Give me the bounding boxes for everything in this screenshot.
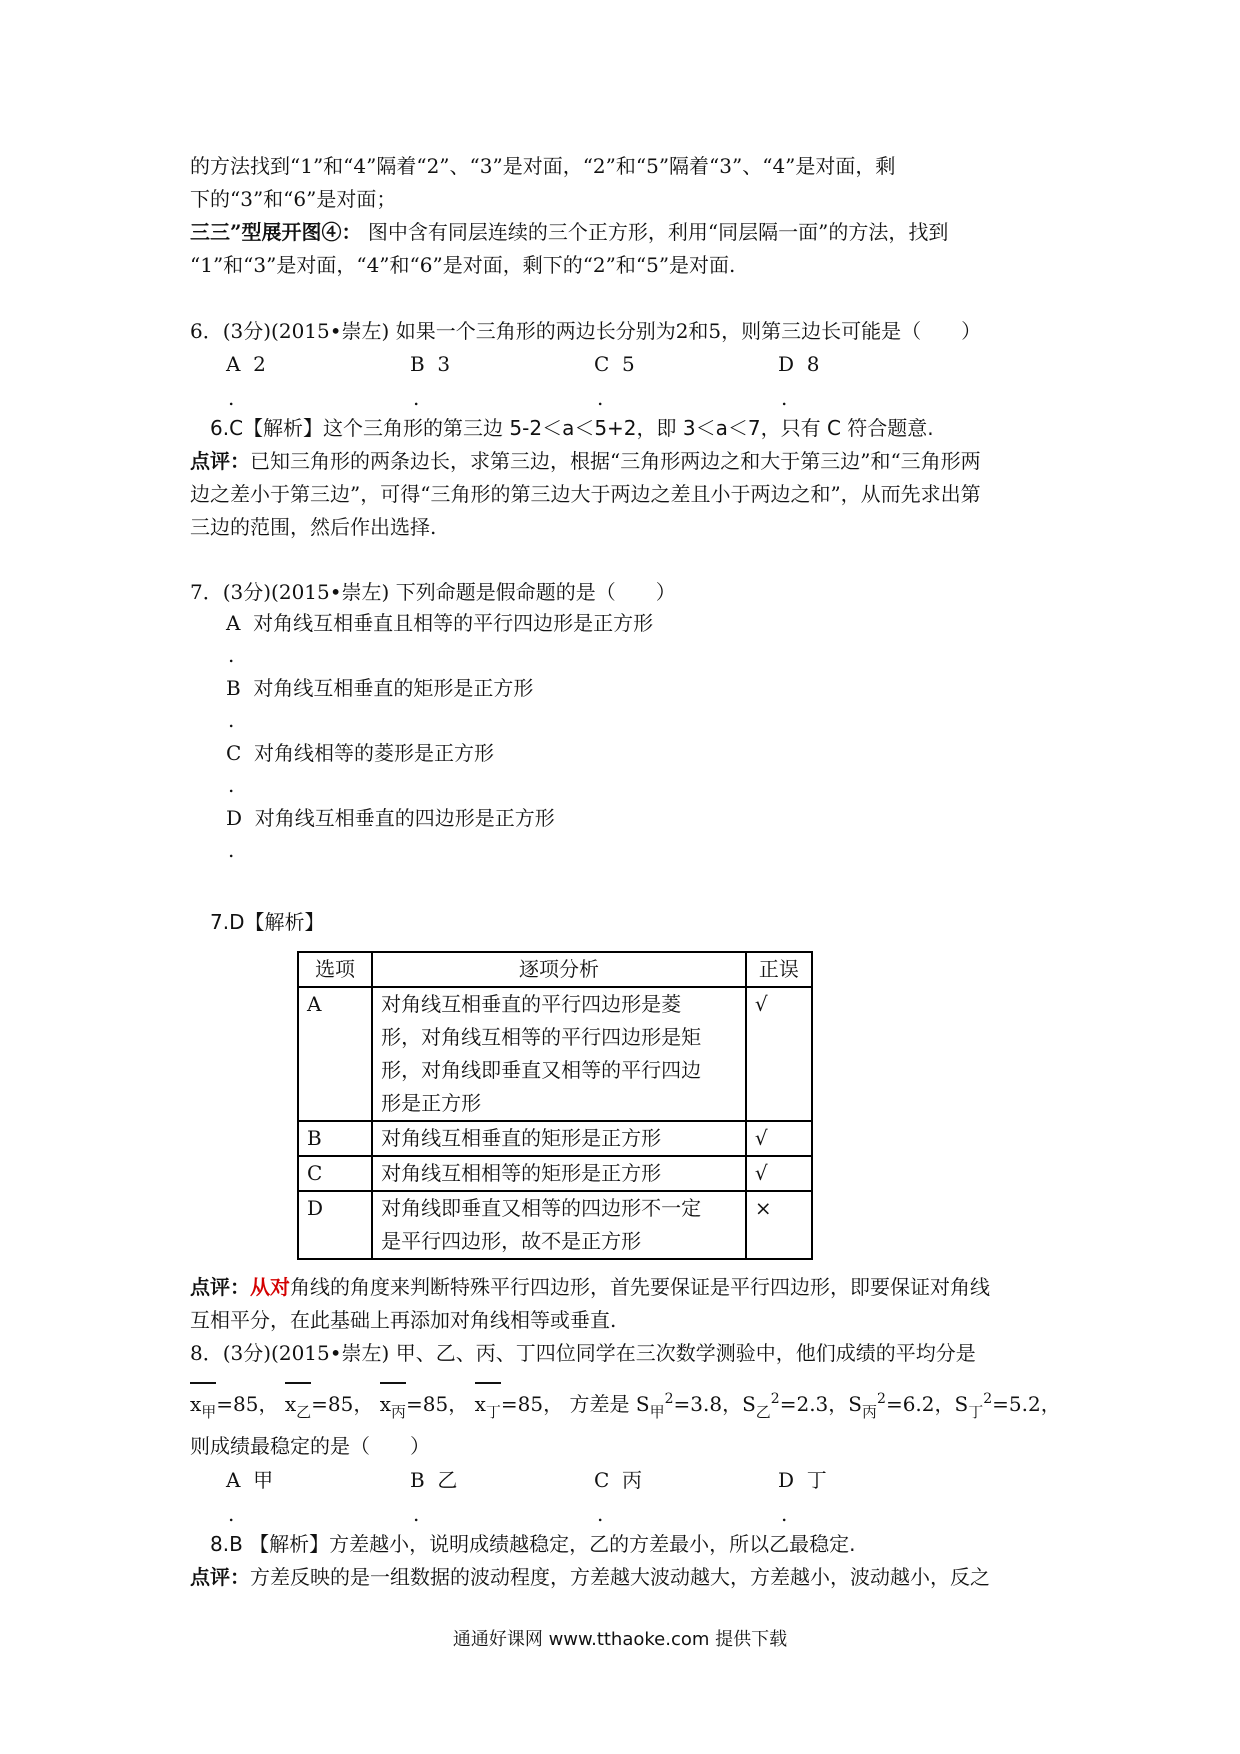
mean-symbol: $x_乙$	[285, 1382, 311, 1429]
q7-option-d: D 对角线互相垂直的四边形是正方形	[226, 806, 555, 830]
q8-dot: .	[228, 1502, 235, 1526]
variance: $S_丁^2=5.2$，	[954, 1391, 1061, 1421]
q6-dot: .	[781, 386, 788, 410]
q8-dot: .	[413, 1502, 420, 1526]
q7-option-c: C 对角线相等的菱形是正方形	[226, 741, 495, 765]
intro-line-1: 的方法找到“1”和“4”隔着“2”、“3”是对面，“2”和“5”隔着“3”、“4”是对面，剩	[190, 154, 896, 178]
variance: $S_甲^2=3.8$，	[635, 1391, 743, 1421]
q8-dot: .	[597, 1502, 604, 1526]
mean-symbol: $x_丙$	[380, 1382, 406, 1429]
table-cell-mark: √	[746, 1156, 812, 1191]
table-cell-analysis: 对角线互相相等的矩形是正方形	[372, 1156, 746, 1191]
table-cell-option: D	[298, 1191, 372, 1259]
q7-dot: .	[228, 773, 235, 797]
q7-stem: 7．(3分)(2015•崇左) 下列命题是假命题的是（ ）	[190, 580, 676, 604]
mean-symbol: $x_丁$	[475, 1382, 501, 1429]
table-header: 正误	[746, 952, 812, 987]
mean-symbol: $x_甲$	[190, 1382, 216, 1429]
q8-stem: 8．(3分)(2015•崇左) 甲、乙、丙、丁四位同学在三次数学测验中，他们成绩的平均分是	[190, 1341, 976, 1365]
table-cell-analysis: 对角线互相垂直的矩形是正方形	[372, 1121, 746, 1156]
q6-comment-2: 边之差小于第三边”，可得“三角形的第三边大于两边之差且小于两边之和”，从而先求出第	[190, 482, 981, 506]
page-footer: 通通好课网 www.tthaoke.com 提供下载	[452, 1629, 788, 1650]
table-cell-option: A	[298, 987, 372, 1121]
intro-heading: 三三”型展开图④：	[190, 220, 362, 244]
q6-stem: 6．(3分)(2015•崇左) 如果一个三角形的两边长分别为2和5，则第三边长可能是（ ）	[190, 319, 982, 343]
q7-dot: .	[228, 708, 235, 732]
q6-option-a: A 2	[226, 352, 266, 376]
table-header: 选项	[298, 952, 372, 987]
table-cell-mark: √	[746, 987, 812, 1121]
q7-comment-2: 互相平分，在此基础上再添加对角线相等或垂直.	[190, 1308, 617, 1332]
q7-comment-1: 点评：从对角线的角度来判断特殊平行四边形，首先要保证是平行四边形，即要保证对角线	[190, 1275, 990, 1299]
q8-ask: 则成绩最稳定的是（ ）	[190, 1434, 430, 1458]
q6-option-b: B 3	[410, 352, 451, 376]
q7-analysis-table	[297, 951, 813, 1260]
q8-data-line: $x_甲=85$， $x_乙=85$， $x_丙=85$， $x_丁=85$， 方差是 $S_甲^2=3.8$，$S_乙^2=2.3$，$S_丙^2=6.2$，$S_丁^2=5.2$，	[190, 1382, 1061, 1429]
table-header: 逐项分析	[372, 952, 746, 987]
q6-comment-1: 点评：已知三角形的两条边长，求第三边，根据“三角形两边之和大于第三边”和“三角形两	[190, 449, 981, 473]
q6-option-c: C 5	[594, 352, 635, 376]
q6-option-d: D 8	[778, 352, 820, 376]
table-cell-analysis: 对角线即垂直又相等的四边形不一定 是平行四边形，故不是正方形	[372, 1191, 746, 1259]
q8-option-d: D 丁	[778, 1468, 827, 1492]
q7-dot: .	[228, 643, 235, 667]
q8-comment-1: 点评：方差反映的是一组数据的波动程度，方差越大波动越大，方差越小，波动越小，反之	[190, 1565, 990, 1589]
q8-option-c: C 丙	[594, 1468, 643, 1492]
table-cell-mark: √	[746, 1121, 812, 1156]
table-row	[298, 1121, 812, 1156]
table-header-row	[298, 952, 812, 987]
intro-line-4: “1”和“3”是对面，“4”和“6”是对面，剩下的“2”和“5”是对面.	[190, 253, 736, 277]
intro-line-2: 下的“3”和“6”是对面；	[190, 187, 397, 211]
q6-comment-3: 三边的范围，然后作出选择.	[190, 515, 437, 539]
q6-dot: .	[228, 386, 235, 410]
table-row	[298, 1191, 812, 1259]
table-cell-option: C	[298, 1156, 372, 1191]
q8-option-a: A 甲	[226, 1468, 274, 1492]
q8-option-b: B 乙	[410, 1468, 458, 1492]
table-cell-mark: ×	[746, 1191, 812, 1259]
q6-analysis: 6.C【解析】这个三角形的第三边 5-2＜a＜5+2，即 3＜a＜7，只有 C 符合题意.	[210, 416, 934, 440]
intro-line-3	[190, 216, 948, 249]
table-cell-analysis: 对角线互相垂直的平行四边形是菱 形，对角线互相等的平行四边形是矩 形，对角线即垂直又相等的平行四边 形是正方形	[372, 987, 746, 1121]
table-row	[298, 987, 812, 1121]
q7-option-a: A 对角线互相垂直且相等的平行四边形是正方形	[226, 611, 654, 635]
q6-dot: .	[597, 386, 604, 410]
variance: $S_丙^2=6.2$，	[848, 1391, 955, 1421]
table-row	[298, 1156, 812, 1191]
q7-option-b: B 对角线互相垂直的矩形是正方形	[226, 676, 534, 700]
q8-analysis: 8.B 【解析】方差越小，说明成绩越稳定，乙的方差最小，所以乙最稳定.	[210, 1532, 856, 1556]
q8-dot: .	[781, 1502, 788, 1526]
q7-dot: .	[228, 838, 235, 862]
variance: $S_乙^2=2.3$，	[742, 1391, 849, 1421]
q7-analysis: 7.D【解析】	[210, 910, 325, 934]
q6-dot: .	[413, 386, 420, 410]
table-cell-option: B	[298, 1121, 372, 1156]
intro-text: 图中含有同层连续的三个正方形，利用“同层隔一面”的方法，找到	[361, 220, 949, 244]
